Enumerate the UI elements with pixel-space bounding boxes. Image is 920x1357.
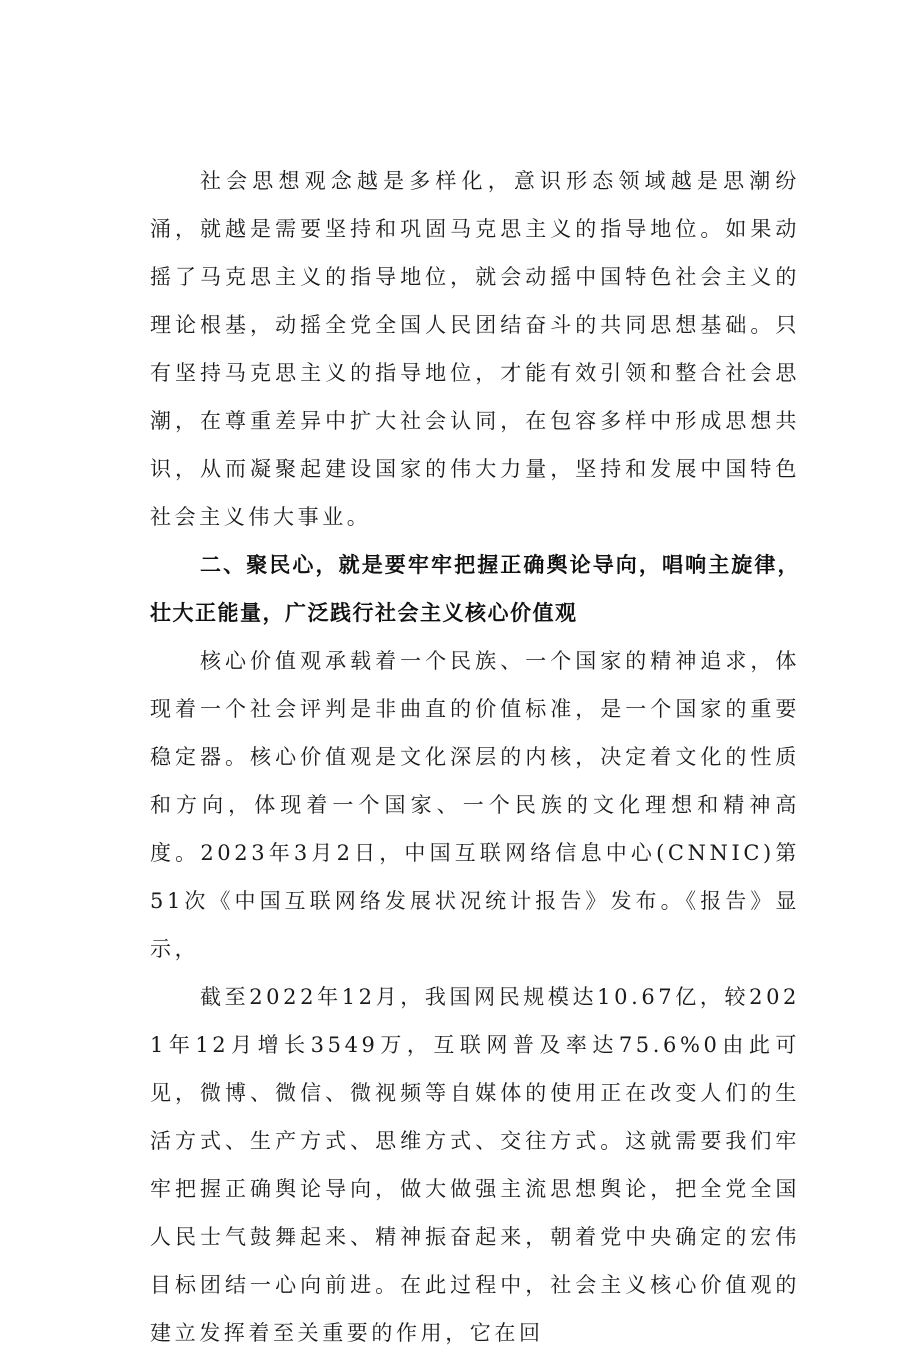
document-body [150, 157, 800, 1357]
body-paragraph-2: 核心价值观承载着一个民族、一个国家的精神追求，体现着一个社会评判是非曲直的价值标准，是一个国家的重要稳定器。核心价值观是文化深层的内核，决定着文化的性质和方向，体现着一个国家、一个民族的文化理想和精神高度。2023年3月2日，中国互联网络信息中心(CNNIC)第51次《中国互联网络发展状况统计报告》发布。《报告》显示， [150, 649, 800, 961]
body-paragraph-3: 截至2022年12月，我国网民规模达10.67亿，较2021年12月增长3549万，互联网普及率达75.6%0由此可见，微博、微信、微视频等自媒体的使用正在改变人们的生活方式、生产方式、思维方式、交往方式。这就需要我们牢牢把握正确舆论导向，做大做强主流思想舆论，把全党全国人民士气鼓舞起来、精神振奋起来，朝着党中央确定的宏伟目标团结一心向前进。在此过程中，社会主义核心价值观的建立发挥着至关重要的作用，它在回 [150, 985, 800, 1345]
section-heading: 二、聚民心，就是要牢牢把握正确舆论导向，唱响主旋律，壮大正能量，广泛践行社会主义核心价值观 [150, 553, 800, 625]
body-paragraph-1: 社会思想观念越是多样化，意识形态领域越是思潮纷涌，就越是需要坚持和巩固马克思主义的指导地位。如果动摇了马克思主义的指导地位，就会动摇中国特色社会主义的理论根基，动摇全党全国人民团结奋斗的共同思想基础。只有坚持马克思主义的指导地位，才能有效引领和整合社会思潮，在尊重差异中扩大社会认同，在包容多样中形成思想共识，从而凝聚起建设国家的伟大力量，坚持和发展中国特色社会主义伟大事业。 [150, 169, 800, 529]
